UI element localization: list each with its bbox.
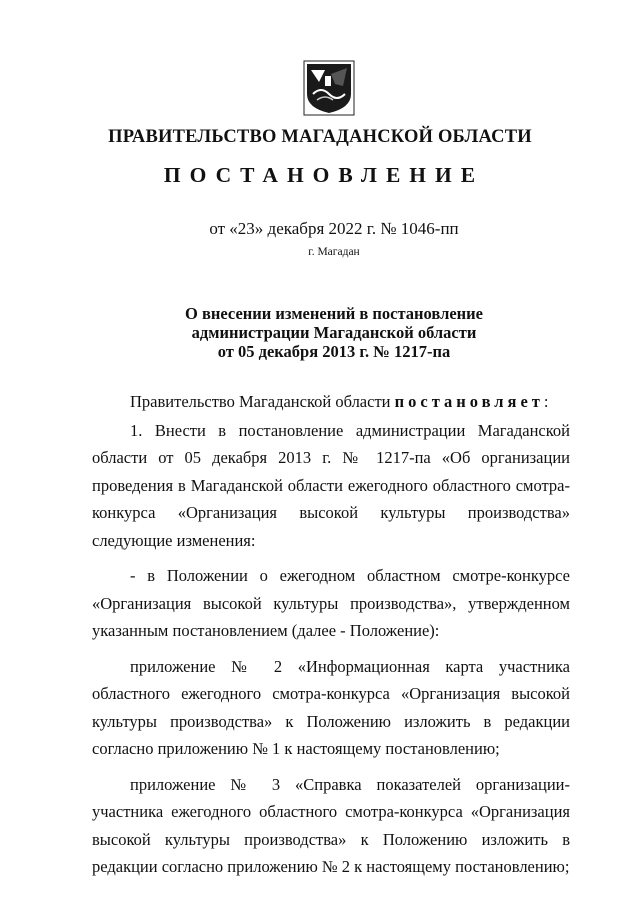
paragraph-3: приложение № 2 «Информационная карта участника областного ежегодного смотра-конкурса «Организация высокой культуры производства» к Положению изложить в редакции согласно приложению № 1 к настоящему постановлению; [92, 656, 570, 758]
intro-paragraph [92, 388, 570, 416]
document-type-title: ПОСТАНОВЛЕНИЕ [163, 163, 485, 187]
document-body [92, 388, 570, 881]
intro-suffix: : [543, 392, 549, 411]
intro-prefix: Правительство Магаданской области [130, 392, 395, 411]
document-city: г. Магадан [308, 246, 360, 258]
paragraph-1: 1. Внести в постановление администрации Магаданской области от 05 декабря 2013 г. № 1217-па «Об организации проведения в Магаданской области ежегодного областного смотра-конкурса «Организация высокой культуры производства» следующие изменения: [92, 420, 570, 550]
document-date-number: от «23» декабря 2022 г. № 1046-пп [209, 219, 459, 238]
document-subject [0, 304, 640, 361]
organization-title: ПРАВИТЕЛЬСТВО МАГАДАНСКОЙ ОБЛАСТИ [108, 127, 532, 147]
subject-line: администрации Магаданской области [191, 323, 477, 342]
subject-line: от 05 декабря 2013 г. № 1217-па [217, 342, 451, 361]
paragraph-2: - в Положении о ежегодном областном смотре-конкурсе «Организация высокой культуры производства», утвержденном указанным постановлением (далее - Положение): [92, 566, 570, 640]
coat-of-arms-icon [303, 60, 355, 116]
intro-keyword: постановляет [394, 392, 544, 411]
subject-line: О внесении изменений в постановление [185, 304, 483, 323]
paragraph-4: приложение № 3 «Справка показателей организации-участника ежегодного областного смотра-конкурса «Организация высокой культуры производства» к Положению изложить в редакции согласно приложению № 2 к настоящему постановлению; [92, 774, 570, 876]
